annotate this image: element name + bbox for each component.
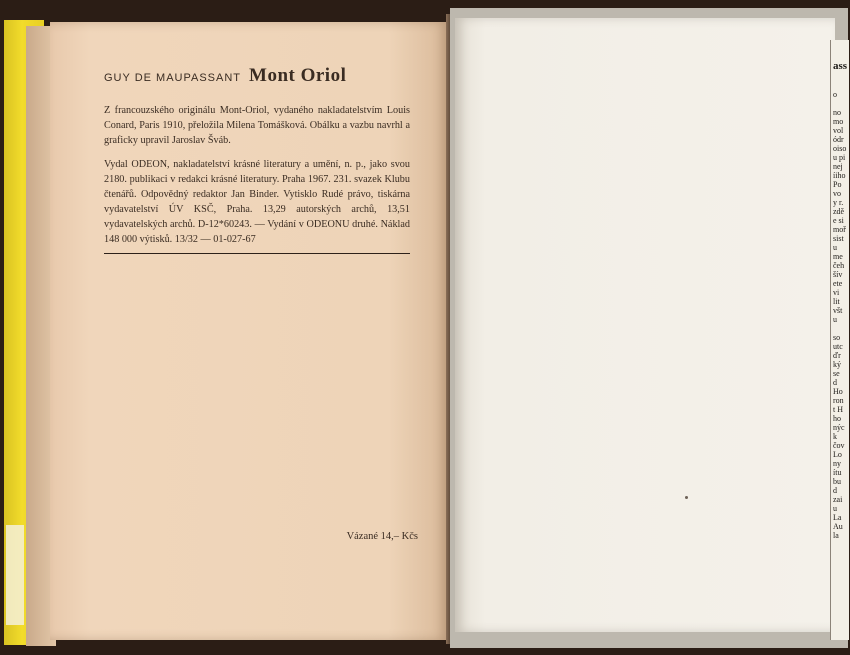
bleed-text: o no mo vol ódr oiso u pi nej íiho Po vo y r. zdě e si moř sist u me čeh šív ete vi lit všt u so utc ďr ký se d Ho ron t H ho nýc k čov Lo ny ítu bu d zai u La Au la [833,90,847,540]
book-title: Mont Oriol [249,65,347,86]
blank-page [455,18,835,632]
divider-rule [104,253,410,254]
translation-paragraph: Z francouzského originálu Mont-Oriol, vydaného nakladatelstvím Louis Conard, Paris 1910, přeložila Milena Tomášková. Obálku a vazbu navrhl a graficky upravil Jaroslav Šváb. [104,105,410,146]
bleed-heading: ass [833,62,848,71]
price-label: Vázané 14,– Kčs [346,531,418,542]
next-page-edge [830,40,849,640]
title-line [104,65,424,87]
paper-speck [685,496,688,499]
tape-strip [6,525,24,625]
author-name: GUY DE MAUPASSANT [104,72,242,84]
colophon-paragraph: Vydal ODEON, nakladatelství krásné literatury a umění, n. p., jako svou 2180. publikaci v redakci krásné literatury. Praha 1967. 231. svazek Klubu čtenářů. Odpovědný redaktor Jan Binder. Vytisklo Rudé právo, tiskárna vydavatelství ÚV KSČ, Praha. 13,29 autorských archů, 13,51 vydavatelských archů. D-12*60243. — Vydání v ODEONU druhé. Náklad 148 000 výtisků. 13/32 — 01-027-67 [104,159,410,245]
